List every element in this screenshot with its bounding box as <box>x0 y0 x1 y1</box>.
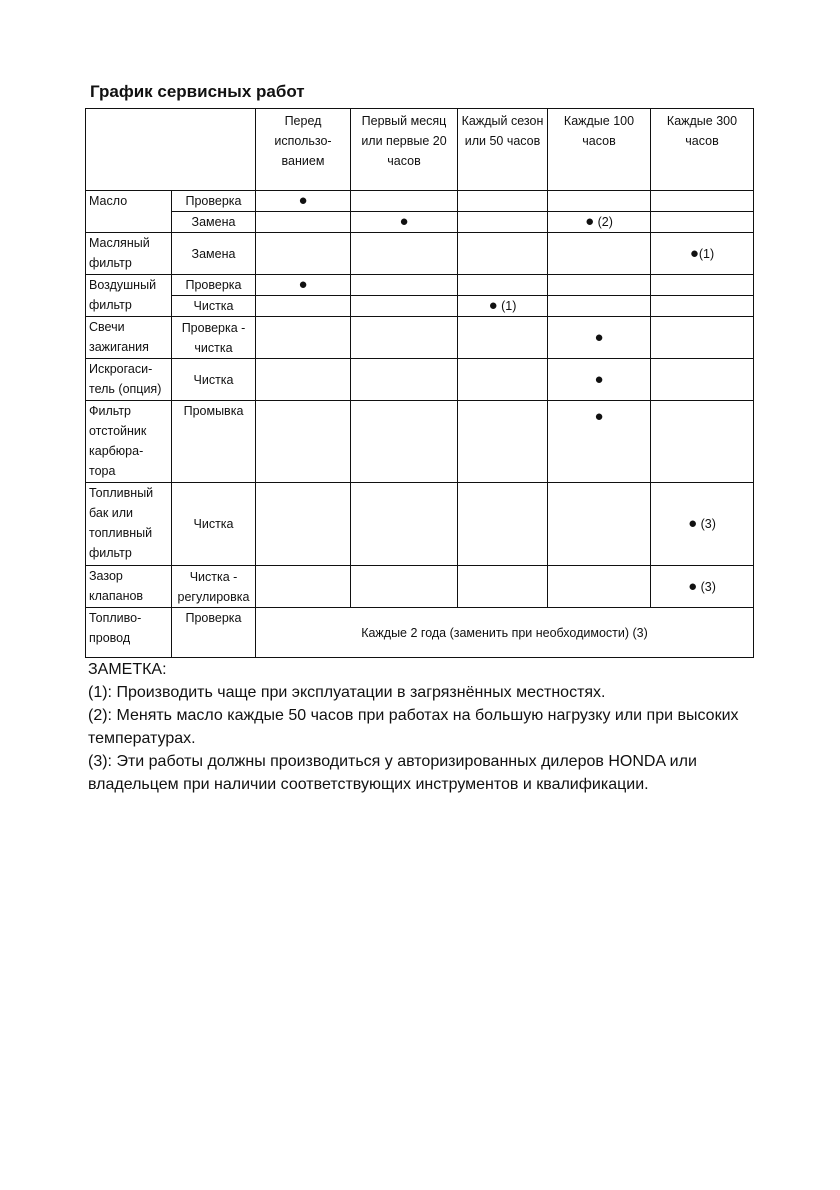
footnote-ref: (3) <box>700 517 716 531</box>
table-row <box>86 401 754 483</box>
footnote-ref: (1) <box>698 246 715 261</box>
action-check: Проверка <box>172 191 256 212</box>
header-each-season: Каждый сезон или 50 часов <box>458 109 548 191</box>
table-row <box>86 233 754 275</box>
table-row <box>86 608 754 658</box>
dot-mark: ● <box>399 213 409 230</box>
item-spark-arrester: Искрогаси-тель (опция) <box>86 359 172 401</box>
dot-mark: ● <box>688 577 698 595</box>
action-clean: Чистка <box>172 483 256 566</box>
table-row <box>86 275 754 296</box>
empty-cell <box>256 401 351 483</box>
dot-mark: ● <box>594 370 604 388</box>
empty-cell <box>458 212 548 233</box>
item-spark-plug: Свечи зажигания <box>86 317 172 359</box>
empty-cell <box>548 233 651 275</box>
empty-cell <box>351 233 458 275</box>
empty-cell <box>651 296 754 317</box>
header-every-100h: Каждые 100 часов <box>548 109 651 191</box>
mark-cell <box>256 191 351 212</box>
table-row <box>86 483 754 566</box>
empty-cell <box>548 275 651 296</box>
empty-cell <box>256 317 351 359</box>
empty-cell <box>651 359 754 401</box>
action-replace: Замена <box>172 212 256 233</box>
empty-cell <box>256 296 351 317</box>
mark-cell <box>651 233 754 275</box>
dot-mark: ● <box>488 297 498 314</box>
note-item: (2): Менять масло каждые 50 часов при работах на большую нагрузку или при высоких температурах. <box>88 707 739 747</box>
action-check: Проверка <box>172 608 256 658</box>
empty-cell <box>256 483 351 566</box>
dot-mark: ● <box>594 408 604 425</box>
empty-cell <box>458 317 548 359</box>
empty-cell <box>651 317 754 359</box>
empty-cell <box>351 317 458 359</box>
empty-cell <box>351 296 458 317</box>
dot-mark: ● <box>688 515 698 532</box>
empty-cell <box>256 359 351 401</box>
action-clean-adjust: Чистка - регулировка <box>172 566 256 608</box>
empty-cell <box>651 212 754 233</box>
footnote-ref: (1) <box>501 299 517 313</box>
header-before-use: Перед использо-ванием <box>256 109 351 191</box>
mark-cell <box>548 212 651 233</box>
empty-cell <box>256 212 351 233</box>
empty-cell <box>548 483 651 566</box>
mark-cell <box>548 317 651 359</box>
page-title: График сервисных работ <box>90 82 305 101</box>
item-fuel-line: Топливо-провод <box>86 608 172 658</box>
mark-cell <box>548 359 651 401</box>
action-clean: Чистка <box>172 296 256 317</box>
footnote-ref: (3) <box>700 579 716 594</box>
mark-cell <box>458 296 548 317</box>
table-row <box>86 359 754 401</box>
empty-cell <box>458 275 548 296</box>
empty-cell <box>351 566 458 608</box>
dot-mark: ● <box>689 244 699 262</box>
mark-cell <box>256 275 351 296</box>
notes-section <box>88 658 748 796</box>
item-oil-filter: Масляный фильтр <box>86 233 172 275</box>
empty-cell <box>651 275 754 296</box>
table-header-row <box>86 109 754 191</box>
item-valve-gap: Зазор клапанов <box>86 566 172 608</box>
empty-cell <box>458 191 548 212</box>
dot-mark: ● <box>298 192 308 209</box>
table-row <box>86 296 754 317</box>
empty-cell <box>351 359 458 401</box>
header-blank-cell <box>86 109 256 191</box>
fuel-line-interval: Каждые 2 года (заменить при необходимости) (3) <box>256 608 754 658</box>
empty-cell <box>651 401 754 483</box>
action-wash: Промывка <box>172 401 256 483</box>
empty-cell <box>548 191 651 212</box>
empty-cell <box>458 401 548 483</box>
empty-cell <box>458 483 548 566</box>
header-every-300h: Каждые 300 часов <box>651 109 754 191</box>
table-row <box>86 566 754 608</box>
action-replace: Замена <box>172 233 256 275</box>
empty-cell <box>651 191 754 212</box>
empty-cell <box>548 566 651 608</box>
mark-cell <box>351 212 458 233</box>
dot-mark: ● <box>298 276 308 293</box>
mark-cell <box>548 401 651 483</box>
table-row <box>86 212 754 233</box>
table-row <box>86 317 754 359</box>
item-oil: Масло <box>86 191 172 233</box>
note-item: (1): Производить чаще при эксплуатации в загрязнённых местностях. <box>88 684 606 701</box>
action-check-clean: Проверка - чистка <box>172 317 256 359</box>
item-carb-filter: Фильтр отстойник карбюра-тора <box>86 401 172 483</box>
empty-cell <box>256 233 351 275</box>
dot-mark: ● <box>594 328 604 346</box>
note-item: (3): Эти работы должны производиться у авторизированных дилеров HONDA или владельцем при наличии соответствующих инструментов и квалификации. <box>88 753 697 793</box>
header-first-month: Первый месяц или первые 20 часов <box>351 109 458 191</box>
mark-cell <box>651 483 754 566</box>
notes-heading: ЗАМЕТКА: <box>88 661 167 678</box>
table-row <box>86 191 754 212</box>
empty-cell <box>351 275 458 296</box>
footnote-ref: (2) <box>597 215 613 229</box>
empty-cell <box>256 566 351 608</box>
action-check: Проверка <box>172 275 256 296</box>
empty-cell <box>351 191 458 212</box>
action-clean: Чистка <box>172 359 256 401</box>
service-schedule-table <box>85 108 754 658</box>
empty-cell <box>458 233 548 275</box>
item-air-filter: Воздушный фильтр <box>86 275 172 317</box>
empty-cell <box>351 401 458 483</box>
mark-cell <box>651 566 754 608</box>
empty-cell <box>351 483 458 566</box>
empty-cell <box>458 359 548 401</box>
item-fuel-tank: Топливный бак или топливный фильтр <box>86 483 172 566</box>
empty-cell <box>458 566 548 608</box>
dot-mark: ● <box>585 213 595 230</box>
empty-cell <box>548 296 651 317</box>
